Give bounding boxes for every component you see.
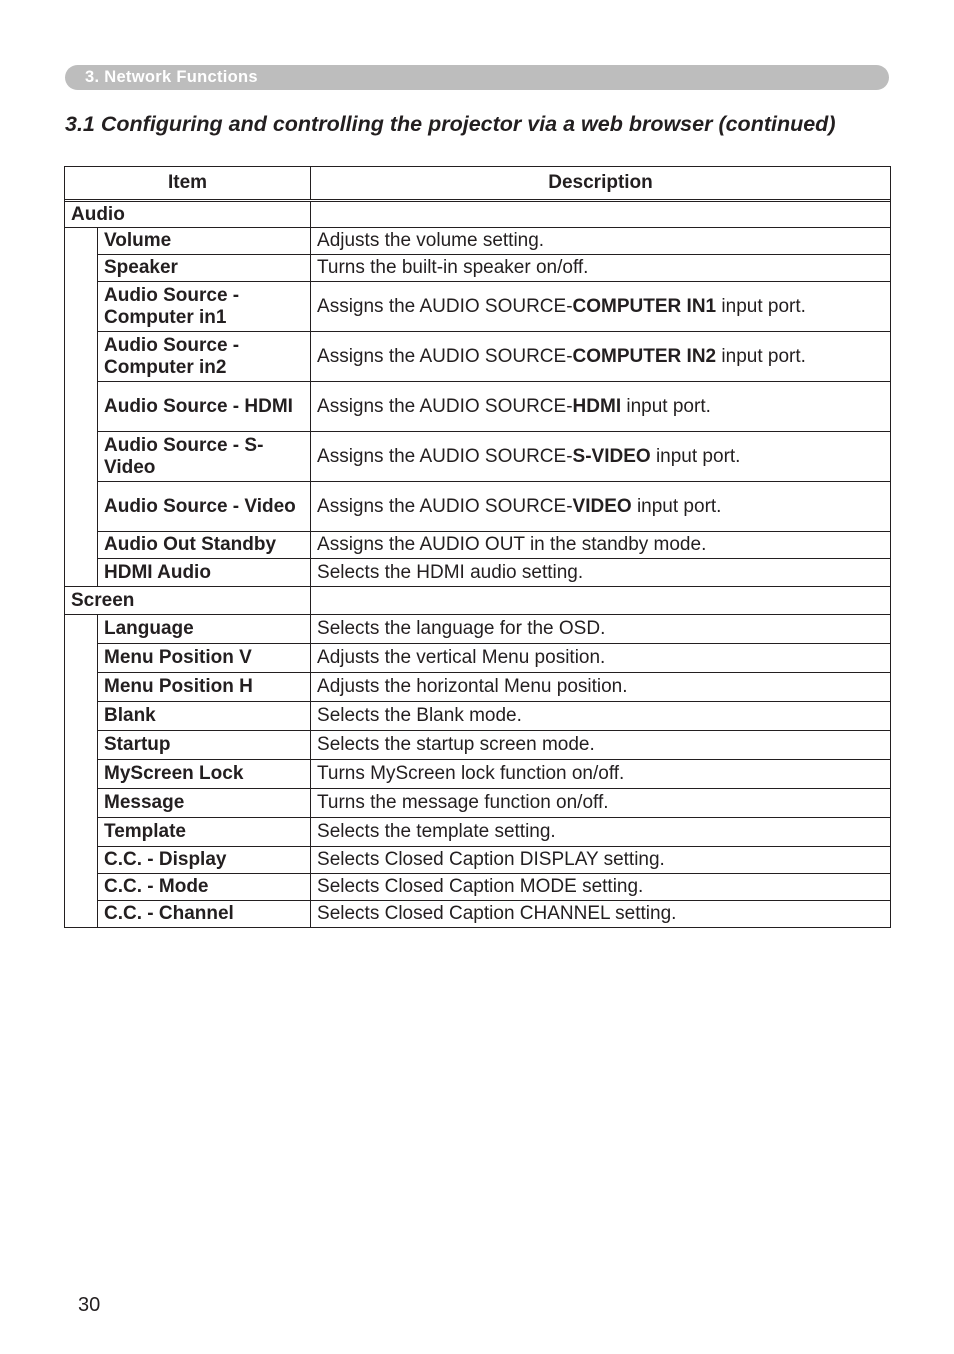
row-description: Assigns the AUDIO SOURCE-COMPUTER IN2 input port.: [311, 332, 891, 382]
table-row: [65, 702, 891, 731]
row-item: Volume: [98, 228, 311, 255]
row-description: Assigns the AUDIO SOURCE-COMPUTER IN1 input port.: [311, 282, 891, 332]
row-item: HDMI Audio: [98, 559, 311, 587]
table-row: [65, 332, 891, 382]
section-header-label: 3. Network Functions: [85, 68, 258, 86]
table-row: [65, 818, 891, 847]
column-header-description: Description: [311, 167, 891, 200]
table-row: [65, 673, 891, 702]
row-item: Audio Source - Video: [98, 482, 311, 532]
row-description: Adjusts the volume setting.: [311, 228, 891, 255]
row-item: Blank: [98, 702, 311, 731]
table-row: [65, 255, 891, 282]
indent-cell: [65, 901, 98, 928]
page-title: 3.1 Configuring and controlling the projector via a web browser (continued): [65, 112, 836, 136]
row-item: C.C. - Mode: [98, 874, 311, 901]
row-item: Speaker: [98, 255, 311, 282]
table-row: [65, 432, 891, 482]
settings-table: [64, 166, 891, 928]
indent-cell: [65, 615, 98, 901]
table-row: [65, 559, 891, 587]
row-item: Template: [98, 818, 311, 847]
table-row: [65, 847, 891, 874]
group-label: Audio: [65, 202, 311, 228]
table-row: [65, 282, 891, 332]
row-item: Audio Out Standby: [98, 532, 311, 559]
indent-cell: [65, 228, 98, 587]
row-description: Assigns the AUDIO OUT in the standby mode.: [311, 532, 891, 559]
row-item: Menu Position H: [98, 673, 311, 702]
table-row: [65, 228, 891, 255]
table-row: [65, 731, 891, 760]
row-item: C.C. - Channel: [98, 901, 311, 928]
table-row: [65, 532, 891, 559]
row-description: Turns MyScreen lock function on/off.: [311, 760, 891, 789]
row-description: Selects the HDMI audio setting.: [311, 559, 891, 587]
table-header-row: [65, 167, 891, 200]
row-item: Audio Source - S-Video: [98, 432, 311, 482]
row-description: Adjusts the horizontal Menu position.: [311, 673, 891, 702]
table-row: [65, 482, 891, 532]
table-row: [65, 615, 891, 644]
row-description: Assigns the AUDIO SOURCE-HDMI input port.: [311, 382, 891, 432]
row-description: Selects Closed Caption DISPLAY setting.: [311, 847, 891, 874]
group-row-audio: [65, 202, 891, 228]
row-description: Assigns the AUDIO SOURCE-S-VIDEO input port.: [311, 432, 891, 482]
row-item: Language: [98, 615, 311, 644]
table-row: [65, 901, 891, 928]
page-number: 30: [78, 1294, 101, 1316]
row-description: Selects the language for the OSD.: [311, 615, 891, 644]
row-description: Turns the message function on/off.: [311, 789, 891, 818]
group-description: [311, 202, 891, 228]
row-description: Selects Closed Caption CHANNEL setting.: [311, 901, 891, 928]
row-item: Audio Source - Computer in2: [98, 332, 311, 382]
group-description: [311, 587, 891, 615]
row-item: Audio Source - Computer in1: [98, 282, 311, 332]
table-row: [65, 644, 891, 673]
row-description: Adjusts the vertical Menu position.: [311, 644, 891, 673]
table-row: [65, 789, 891, 818]
column-header-item: Item: [65, 167, 311, 200]
table-row: [65, 760, 891, 789]
group-row-screen: [65, 587, 891, 615]
row-item: Startup: [98, 731, 311, 760]
row-description: Selects Closed Caption MODE setting.: [311, 874, 891, 901]
table-row: [65, 382, 891, 432]
row-item: C.C. - Display: [98, 847, 311, 874]
row-item: Audio Source - HDMI: [98, 382, 311, 432]
row-description: Selects the Blank mode.: [311, 702, 891, 731]
table-row: [65, 874, 891, 901]
row-item: Message: [98, 789, 311, 818]
row-item: Menu Position V: [98, 644, 311, 673]
row-description: Turns the built-in speaker on/off.: [311, 255, 891, 282]
row-description: Selects the startup screen mode.: [311, 731, 891, 760]
row-description: Selects the template setting.: [311, 818, 891, 847]
row-description: Assigns the AUDIO SOURCE-VIDEO input port.: [311, 482, 891, 532]
row-item: MyScreen Lock: [98, 760, 311, 789]
section-header-bar: [65, 65, 889, 90]
group-label: Screen: [65, 587, 311, 615]
